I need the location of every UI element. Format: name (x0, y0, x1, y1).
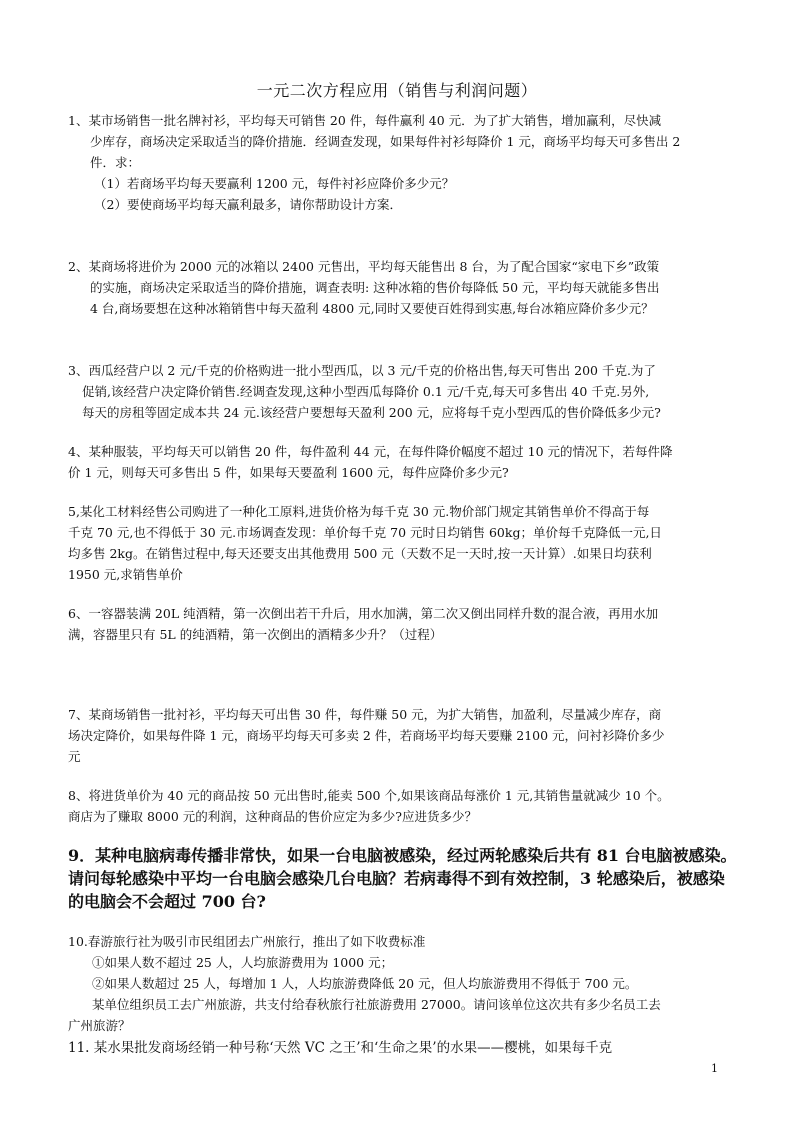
text-line: 少库存，商场决定采取适当的降价措施．经调查发现，如果每件衬衫每降价 1 元，商场平均每天可多售出 2 (90, 134, 681, 149)
text-line: 请问每轮感染中平均一台电脑会感染几台电脑？若病毒得不到有效控制，3 轮感染后，被感染 (68, 869, 725, 888)
text-line: 2、某商场将进价为 2000 元的冰箱以 2400 元售出，平均每天能售出 8 台，为了配合国家“家电下乡”政策 (68, 259, 660, 274)
text-line: ②如果人数超过 25 人，每增加 1 人，人均旅游费降低 20 元，但人均旅游费用不得低于 700 元。 (92, 976, 638, 991)
text-line: 某单位组织员工去广州旅游，共支付给春秋旅行社旅游费用 27000。请问该单位这次共有多少名员工去 (92, 997, 661, 1012)
text-line: 元 (68, 749, 81, 764)
text-line: 4 台,商场要想在这种冰箱销售中每天盈利 4800 元,同时又要使百姓得到实惠,每台冰箱应降价多少元？ (90, 301, 654, 316)
text-line: （2）要使商场平均每天赢利最多，请你帮助设计方案． (94, 197, 402, 212)
text-line: 千克 70 元,也不得低于 30 元.市场调查发现：单价每千克 70 元时日均销售 60kg；单价每千克降低一元,日 (68, 525, 662, 540)
text-line: 均多售 2kg。在销售过程中,每天还要支出其他费用 500 元（天数不足一天时,按一天计算）.如果日均获利 (68, 546, 652, 561)
text-line: 6、一容器装满 20L 纯酒精，第一次倒出若干升后，用水加满，第二次又倒出同样升数的混合液，再用水加 (68, 606, 659, 621)
text-line: 件．求： (90, 155, 141, 170)
text-line: 价 1 元，则每天可多售出 5 件，如果每天要盈利 1600 元，每件应降价多少元? (68, 465, 509, 480)
text-line: 7、某商场销售一批衬衫，平均每天可出售 30 件，每件赚 50 元，为扩大销售，加盈利，尽量减少库存，商 (68, 707, 662, 722)
text-line: 的实施，商场决定采取适当的降价措施，调查表明: 这种冰箱的售价每降低 50 元，平均每天就能多售出 (90, 280, 660, 295)
text-line: 每天的房租等固定成本共 24 元.该经营户要想每天盈利 200 元，应将每千克小型西瓜的售价降低多少元? (82, 405, 661, 420)
text-line: 9．某种电脑病毒传播非常快，如果一台电脑被感染，经过两轮感染后共有 81 台电脑被感染。 (68, 846, 737, 865)
text-line: 1、某市场销售一批名牌衬衫，平均每天可销售 20 件，每件赢利 40 元．为了扩大销售，增加赢利，尽快减 (68, 113, 662, 128)
text-line: 10.春游旅行社为吸引市民组团去广州旅行，推出了如下收费标准 (68, 934, 426, 949)
text-line: 的电脑会不会超过 700 台? (68, 892, 266, 911)
text-line: （1）若商场平均每天要赢利 1200 元，每件衬衫应降价多少元？ (94, 176, 455, 191)
text-line: 满，容器里只有 5L 的纯酒精，第一次倒出的酒精多少升？（过程） (68, 627, 443, 642)
text-line: 3、西瓜经营户以 2 元/千克的价格购进一批小型西瓜，以 3 元/千克的价格出售,每天可售出 200 千克.为了 (68, 363, 656, 378)
text-line: 促销,该经营户决定降价销售.经调查发现,这种小型西瓜每降价 0.1 元/千克,每天可多售出 40 千克.另外, (82, 384, 650, 399)
text-line: 1950 元,求销售单价 (68, 567, 183, 582)
text-line: 11. 某水果批发商场经销一种号称‘天然 VC 之王’和‘生命之果’的水果——樱桃，如果每千克 (68, 1040, 613, 1056)
text-line: 5,某化工材料经售公司购进了一种化工原料,进货价格为每千克 30 元.物价部门规定其销售单价不得高于每 (68, 504, 650, 519)
text-line: 商店为了赚取 8000 元的利润，这种商品的售价应定为多少?应进货多少？ (68, 809, 477, 824)
text-line: ①如果人数不超过 25 人，人均旅游费用为 1000 元； (92, 955, 394, 970)
page-number: 1 (711, 1062, 718, 1075)
document-title: 一元二次方程应用（销售与利润问题） (256, 81, 538, 100)
text-line: 场决定降价，如果每件降 1 元，商场平均每天可多卖 2 件，若商场平均每天要赚 2100 元，问衬衫降价多少 (68, 728, 665, 743)
text-line: 4、某种服装，平均每天可以销售 20 件，每件盈利 44 元，在每件降价幅度不超过 10 元的情况下，若每件降 (68, 444, 673, 459)
text-line: 广州旅游？ (68, 1018, 131, 1033)
text-line: 8、将进货单价为 40 元的商品按 50 元出售时,能卖 500 个,如果该商品每涨价 1 元,其销售量就减少 10 个。 (68, 788, 670, 803)
